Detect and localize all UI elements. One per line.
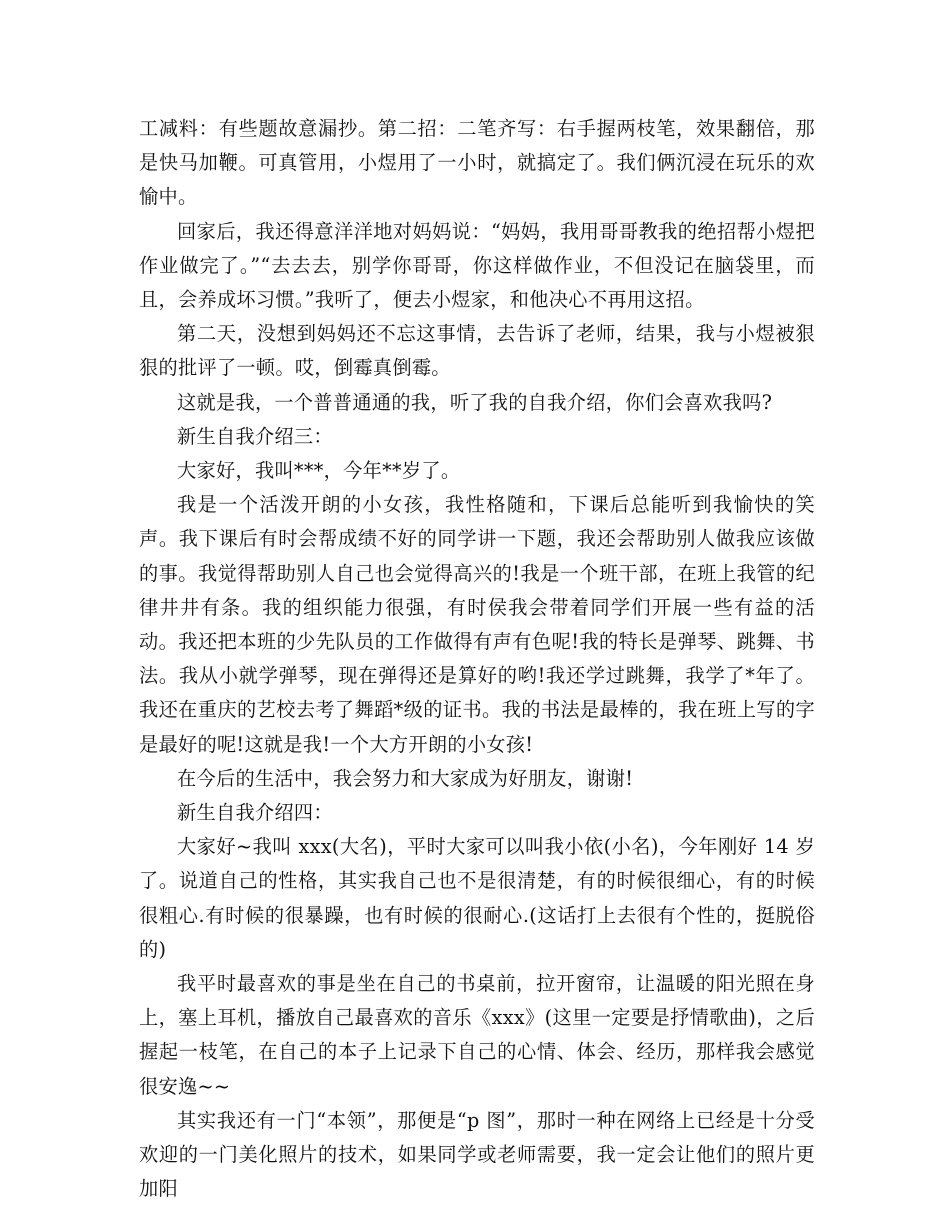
paragraph-8: 在今后的生活中，我会努力和大家成为好朋友，谢谢! bbox=[177, 766, 634, 790]
document-page bbox=[139, 112, 815, 1207]
paragraph-12: 其实我还有一门“本领”，那便是“p 图”，那时一种在网络上已经是十分受欢迎的一门美化照片的技术，如果同学或老师需要，我一定会让他们的照片更加阳 bbox=[139, 1108, 815, 1201]
section-heading-intro-3: 新生自我介绍三： bbox=[177, 424, 333, 448]
paragraph-7: 我是一个活泼开朗的小女孩，我性格随和，下课后总能听到我愉快的笑声。我下课后有时会帮成绩不好的同学讲一下题，我还会帮助别人做我应该做的事。我觉得帮助别人自己也会觉得高兴的!我是一个班干部，在班上我管的纪律井井有条。我的组织能力很强，有时侯我会带着同学们开展一些有益的活动。我还把本班的少先队员的工作做得有声有色呢!我的特长是弹琴、跳舞、书法。我从小就学弹琴，现在弹得还是算好的哟!我还学过跳舞，我学了*年了。我还在重庆的艺校去考了舞蹈*级的证书。我的书法是最棒的，我在班上写的字是最好的呢!这就是我!一个大方开朗的小女孩! bbox=[139, 493, 815, 756]
paragraph-6: 大家好，我叫***，今年**岁了。 bbox=[177, 459, 461, 483]
section-heading-intro-4: 新生自我介绍四： bbox=[177, 801, 333, 825]
paragraph-10: 大家好~我叫 xxx(大名)，平时大家可以叫我小依(小名)，今年刚好 14 岁了。说道自己的性格，其实我自己也不是很清楚，有的时候很细心，有的时候很粗心.有时候的很暴躁，也有时候的很耐心.(这话打上去很有个性的，挺脱俗的) bbox=[139, 835, 815, 961]
paragraph-4: 这就是我，一个普普通通的我，听了我的自我介绍，你们会喜欢我吗? bbox=[177, 390, 773, 414]
paragraph-3: 第二天，没想到妈妈还不忘这事情，去告诉了老师，结果，我与小煜被狠狠的批评了一顿。哎，倒霉真倒霉。 bbox=[139, 322, 815, 380]
paragraph-2: 回家后，我还得意洋洋地对妈妈说：“妈妈，我用哥哥教我的绝招帮小煜把作业做完了。”“去去去，别学你哥哥，你这样做作业，不但没记在脑袋里，而且，会养成坏习惯。”我听了，便去小煜家，和他决心不再用这招。 bbox=[139, 219, 815, 312]
paragraph-11: 我平时最喜欢的事是坐在自己的书桌前，拉开窗帘，让温暖的阳光照在身上，塞上耳机，播放自己最喜欢的音乐《xxx》(这里一定要是抒情歌曲)，之后握起一枝笔，在自己的本子上记录下自己的心情、体会、经历，那样我会感觉很安逸~~ bbox=[139, 972, 815, 1098]
paragraph-1: 工减料：有些题故意漏抄。第二招：二笔齐写：右手握两枝笔，效果翻倍，那是快马加鞭。可真管用，小煜用了一小时，就搞定了。我们俩沉浸在玩乐的欢愉中。 bbox=[139, 117, 815, 209]
